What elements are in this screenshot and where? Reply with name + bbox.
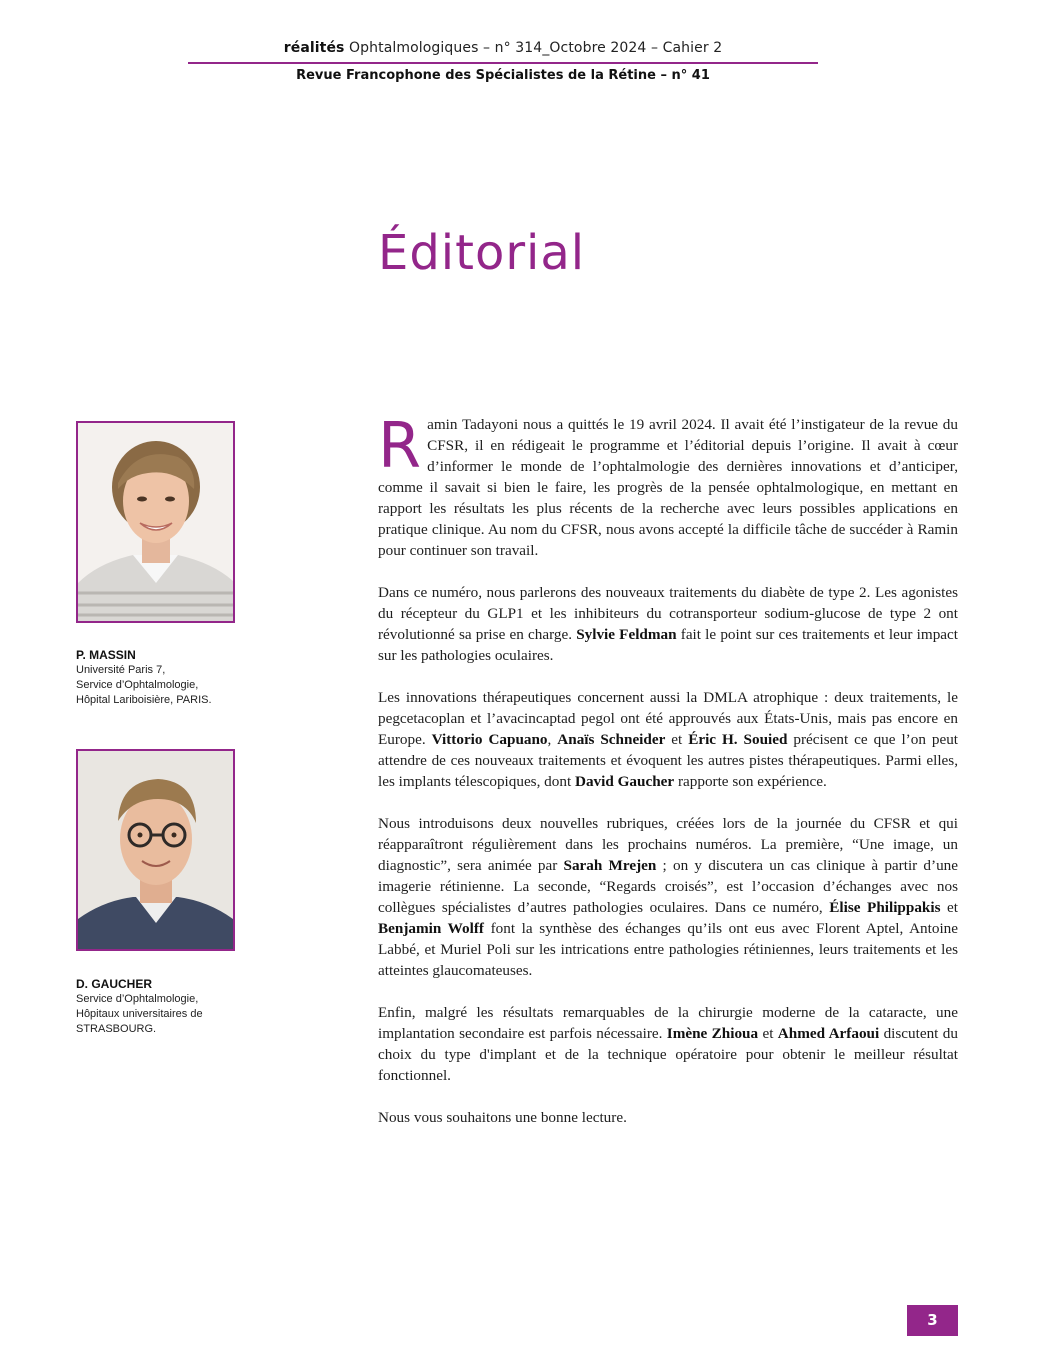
author-affiliation-line: Service d’Ophtalmologie, bbox=[76, 993, 199, 1005]
author-name: D. GAUCHER bbox=[76, 977, 153, 991]
paragraph-text: Dans ce numéro, nous parlerons des nouveaux traitements du diabète de type 2. Les agonistes du récepteur du GLP1 et les inhibiteurs du cotransporteur sodium-glucose de type 2 ont révolutionné sa prise en charge. bbox=[378, 584, 958, 643]
paragraph-text: et bbox=[940, 899, 958, 916]
author-mention: Ahmed Arfaoui bbox=[777, 1025, 880, 1042]
paragraph-6: Nous vous souhaitons une bonne lecture. bbox=[378, 1109, 627, 1126]
paragraph-text: Enfin, malgré les résultats remarquables de la chirurgie moderne de la cataracte, une implantation secondaire est parfois nécessaire. bbox=[378, 1004, 958, 1042]
paragraph-text: et bbox=[665, 731, 689, 748]
paragraph-text: Nous introduisons deux nouvelles rubriques, créées lors de la journée du CFSR et qui réapparaîtront régulièrement dans les prochains numéros. La première, “Une image, un diagnostic”, sera animée par bbox=[378, 815, 958, 874]
author-affiliation-line: Université Paris 7, bbox=[76, 664, 166, 676]
portrait-image bbox=[78, 423, 233, 621]
paragraph-text: , bbox=[547, 731, 558, 748]
author-mention: Vittorio Capuano bbox=[431, 731, 548, 748]
author-name: P. MASSIN bbox=[76, 648, 136, 662]
journal-issue: Ophtalmologiques – n° 314_Octobre 2024 – Cahier 2 bbox=[344, 40, 723, 56]
header-divider bbox=[188, 62, 818, 64]
paragraph-text: ; on y discutera un cas clinique à partir d’une imagerie rétinienne. La seconde, “Regards croisés”, est l’occasion d’échanges avec nos collègues spécialistes d’autres pathologies oculaires. Dans ce numéro, bbox=[378, 857, 959, 916]
author-photo-gaucher bbox=[76, 749, 235, 951]
journal-brand: réalités bbox=[283, 40, 345, 56]
paragraph-text: et bbox=[758, 1025, 778, 1042]
paragraph-3 bbox=[378, 687, 958, 792]
author-mention: Benjamin Wolff bbox=[378, 920, 484, 937]
journal-header bbox=[188, 40, 818, 56]
author-affiliation-line: Hôpitaux universitaires de bbox=[76, 1008, 203, 1020]
author-mention: Sarah Mrejen bbox=[563, 857, 657, 874]
author-mention: Sylvie Feldman bbox=[576, 626, 677, 643]
author-mention: Imène Zhioua bbox=[666, 1025, 759, 1042]
author-photo-massin bbox=[76, 421, 235, 623]
author-affiliation-line: Service d’Ophtalmologie, bbox=[76, 679, 199, 691]
paragraph-text: Les innovations thérapeutiques concernent aussi la DMLA atrophique : deux traitements, le pegcetacoplan et l’avacincaptad pegol ont été approuvés aux États-Unis, mais pas encore en Europe. bbox=[378, 689, 958, 748]
paragraph-4 bbox=[378, 813, 958, 981]
journal-subtitle: Revue Francophone des Spécialistes de la Rétine – n° 41 bbox=[296, 68, 710, 83]
paragraph-text: précisent ce que l’on peut attendre de ces nouveaux traitements et évoquent les autres pistes thérapeutiques. Parmi elles, les implants télescopiques, dont bbox=[378, 731, 959, 790]
portrait-image bbox=[78, 751, 233, 949]
editorial-body bbox=[378, 409, 959, 1149]
paragraph-text: amin Tadayoni nous a quittés le 19 avril 2024. Il avait été l’instigateur de la revue du CFSR, il en rédigeait le programme et l’éditorial depuis l’origine. Il avait à cœur d’informer le monde de l’ophtalmologie des dernières innovations et d’anticiper, comme il savait si bien le faire, les progrès de la pensée ophtalmologique, en mettant en rapport les résultats les plus récents de la recherche avec leurs possibles applications en pratique clinique. Au nom du CFSR, nous avons accepté la difficile tâche de succéder à Ramin pour continuer son travail. bbox=[378, 416, 958, 559]
page-number: 3 bbox=[907, 1305, 958, 1336]
author-block-gaucher bbox=[76, 977, 276, 1037]
author-block-massin bbox=[76, 648, 276, 708]
author-affiliation-line: STRASBOURG. bbox=[76, 1023, 157, 1035]
author-affiliation-line: Hôpital Lariboisière, PARIS. bbox=[76, 694, 212, 706]
paragraph-text: rapporte son expérience. bbox=[674, 773, 827, 790]
page-title: Éditorial bbox=[378, 225, 586, 281]
author-mention: Élise Philippakis bbox=[829, 899, 941, 916]
paragraph-text: fait le point sur ces traitements et leur impact sur les pathologies oculaires. bbox=[378, 626, 958, 664]
paragraph-text: font la synthèse des échanges qu’ils ont eus avec Florent Aptel, Antoine Labbé, et Muriel Poli sur les intrications entre pathologies rétiniennes, leurs traitements et les atteintes glaucomateuses. bbox=[378, 920, 958, 979]
paragraph-text: discutent du choix du type d'implant et de la technique opératoire pour obtenir le meilleur résultat fonctionnel. bbox=[378, 1025, 958, 1084]
author-mention: David Gaucher bbox=[575, 773, 675, 790]
author-mention: Anaïs Schneider bbox=[557, 731, 666, 748]
paragraph-2 bbox=[378, 582, 958, 666]
paragraph-1 bbox=[378, 409, 958, 561]
drop-cap: R bbox=[378, 409, 422, 482]
author-mention: Éric H. Souied bbox=[688, 731, 788, 748]
paragraph-5 bbox=[378, 1002, 958, 1086]
